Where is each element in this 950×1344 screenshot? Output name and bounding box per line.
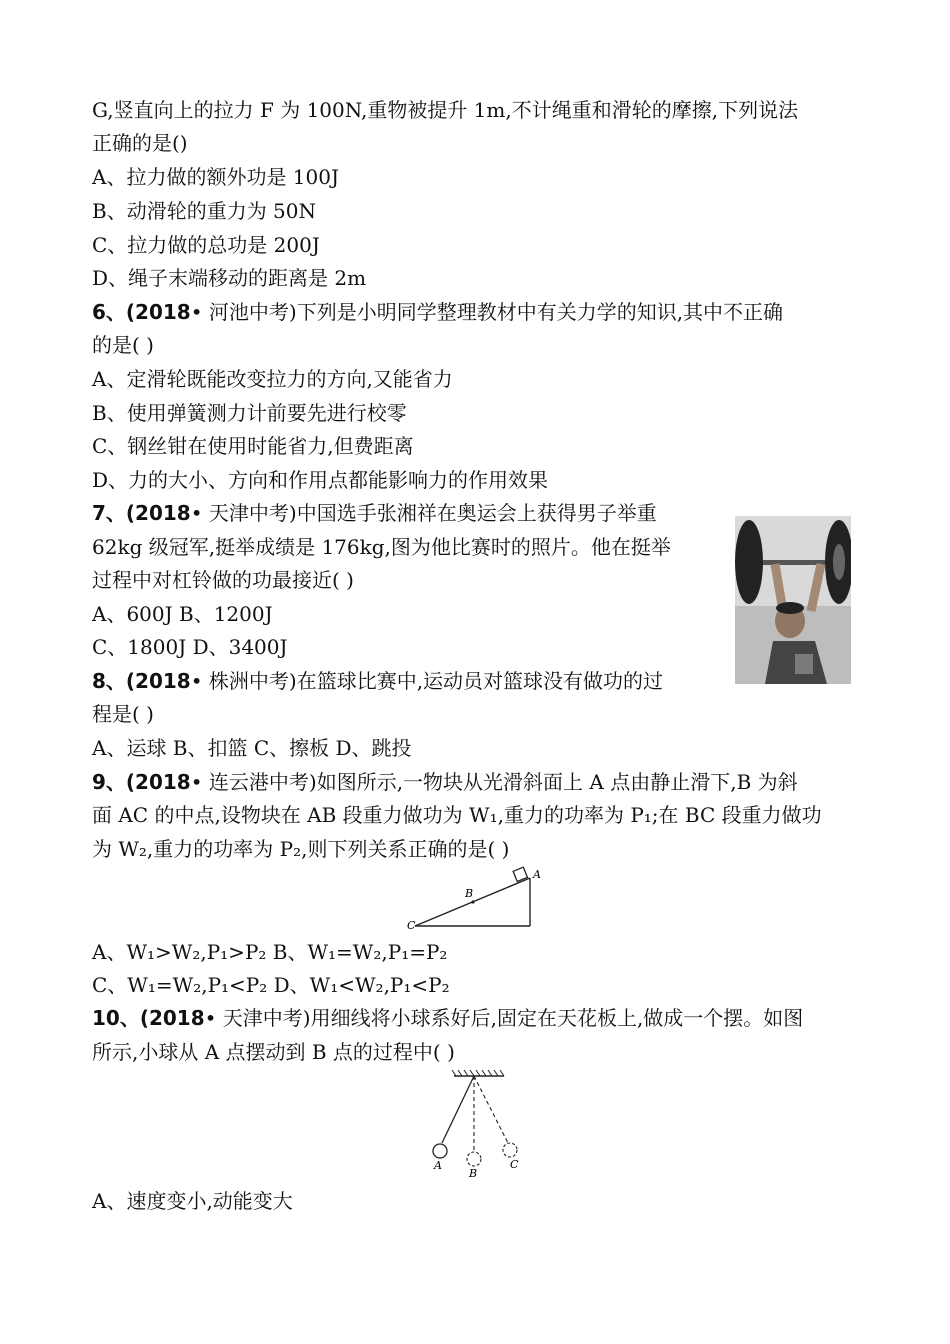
pendulum-label-b: B: [469, 1167, 478, 1180]
q8-number: 8、(2018: [92, 669, 191, 693]
q6-line1: [92, 297, 783, 327]
q9-number: 9、(2018: [92, 770, 191, 794]
q10-option-a: A、速度变小,动能变大: [92, 1189, 293, 1213]
q7-line3: 过程中对杠铃做的功最接近( ): [92, 568, 354, 592]
q5-option-c: C、拉力做的总功是 200J: [92, 233, 320, 257]
q5-option-a: A、拉力做的额外功是 100J: [92, 165, 339, 189]
pendulum-figure: [420, 1068, 530, 1183]
q5-line1: G,竖直向上的拉力 F 为 100N,重物被提升 1m,不计绳重和滑轮的摩擦,下列说法: [92, 98, 799, 122]
q5-option-d: D、绳子末端移动的距离是 2m: [92, 266, 367, 290]
q7-line1: [92, 498, 657, 528]
q6-option-c: C、钢丝钳在使用时能省力,但费距离: [92, 434, 414, 458]
q6-line2: 的是( ): [92, 333, 154, 357]
q9-text: • 连云港中考)如图所示,一物块从光滑斜面上 A 点由静止滑下,B 为斜: [190, 770, 798, 794]
q8-options: A、运球 B、扣篮 C、擦板 D、跳投: [92, 736, 412, 760]
q9-options-ab: A、W₁>W₂,P₁>P₂ B、W₁=W₂,P₁=P₂: [92, 940, 448, 964]
q9-line3: 为 W₂,重力的功率为 P₂,则下列关系正确的是( ): [92, 837, 510, 861]
q7-text: • 天津中考)中国选手张湘祥在奥运会上获得男子举重: [190, 501, 657, 525]
q5-line2: 正确的是(): [92, 131, 188, 155]
q7-options-ab: A、600J B、1200J: [92, 602, 273, 626]
q6-number: 6、(2018: [92, 300, 191, 324]
pendulum-label-c: C: [510, 1158, 519, 1171]
q10-number: 10、(2018: [92, 1006, 205, 1030]
incline-label-a: A: [533, 868, 541, 881]
incline-figure: [405, 866, 550, 932]
q7-options-cd: C、1800J D、3400J: [92, 635, 288, 659]
q8-line1: [92, 666, 663, 696]
q7-number: 7、(2018: [92, 501, 191, 525]
incline-label-b: B: [465, 887, 474, 900]
q10-line2: 所示,小球从 A 点摆动到 B 点的过程中( ): [92, 1040, 455, 1064]
q6-text: • 河池中考)下列是小明同学整理教材中有关力学的知识,其中不正确: [190, 300, 784, 324]
q9-options-cd: C、W₁=W₂,P₁<P₂ D、W₁<W₂,P₁<P₂: [92, 973, 450, 997]
q8-text: • 株洲中考)在篮球比赛中,运动员对篮球没有做功的过: [190, 669, 664, 693]
incline-label-c: C: [407, 919, 416, 932]
q5-option-b: B、动滑轮的重力为 50N: [92, 199, 317, 223]
weightlifter-photo: [735, 516, 851, 684]
q10-line1: [92, 1003, 803, 1033]
q6-option-d: D、力的大小、方向和作用点都能影响力的作用效果: [92, 468, 549, 492]
q9-line2: 面 AC 的中点,设物块在 AB 段重力做功为 W₁,重力的功率为 P₁;在 BC 段重力做功: [92, 803, 822, 827]
q6-option-a: A、定滑轮既能改变拉力的方向,又能省力: [92, 367, 453, 391]
q6-option-b: B、使用弹簧测力计前要先进行校零: [92, 401, 407, 425]
q10-text: • 天津中考)用细线将小球系好后,固定在天花板上,做成一个摆。如图: [204, 1006, 804, 1030]
q8-line2: 程是( ): [92, 702, 154, 726]
pendulum-label-a: A: [434, 1159, 442, 1172]
q7-line2: 62kg 级冠军,挺举成绩是 176kg,图为他比赛时的照片。他在挺举: [92, 535, 671, 559]
q9-line1: [92, 767, 798, 797]
